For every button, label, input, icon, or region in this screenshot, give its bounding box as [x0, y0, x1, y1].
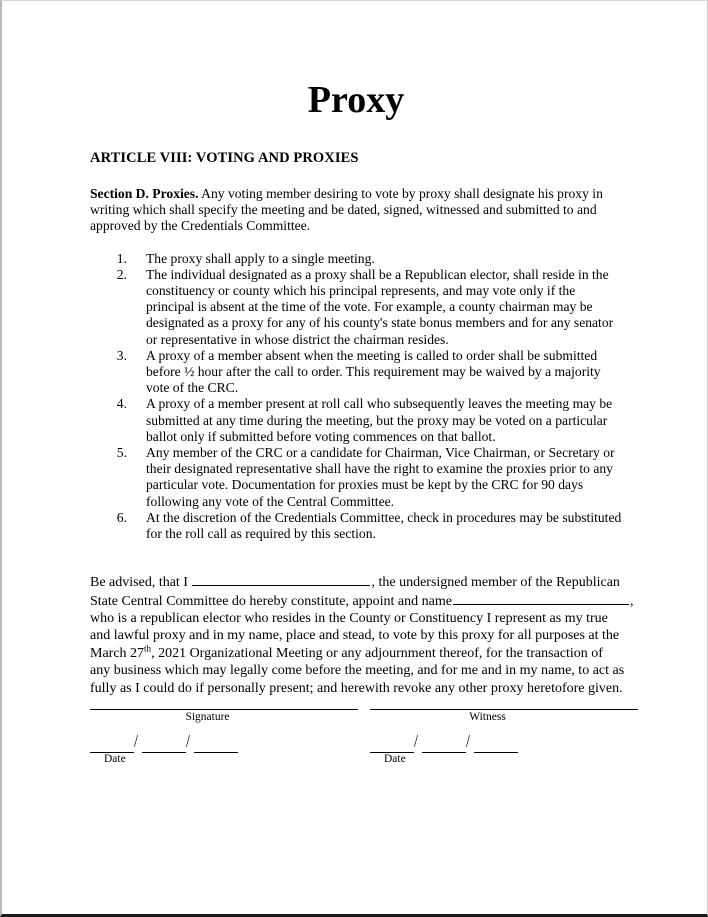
list-item-text: Any member of the CRC or a candidate for Chairman, Vice Chairman, or Secretary or their designated representative shall have the right to examine the proxies prior to any particular vote. Documentation for proxies must be kept by the CRC for 90 days following any vote of the Central Committee.: [146, 444, 615, 509]
date-day-blank[interactable]: [142, 752, 186, 753]
declaration-line-1-suffix: , the undersigned member of the Republican: [371, 575, 620, 591]
witness-date-separator-2: /: [466, 733, 470, 752]
list-item: [107, 445, 622, 510]
grantor-name-blank[interactable]: [192, 573, 370, 586]
list-item: [107, 396, 622, 445]
list-item: [107, 267, 622, 348]
list-item: [107, 510, 622, 542]
list-item-text: The individual designated as a proxy shall be a Republican elector, shall reside in the constituency or county which his principal represents, and may vote only if the principal is absent at the time of the vote. For example, a county chairman may be designated as a proxy for any of his county's state bonus members and for any senator or representative in whose district the chairman resides.: [146, 266, 614, 347]
declaration-line-1: [90, 573, 622, 591]
witness-date-label: Date: [384, 753, 406, 765]
declaration-line-6: any business which may legally come before the meeting, and for me and in my name, to act as: [90, 663, 625, 679]
proxy-name-blank[interactable]: [453, 592, 629, 605]
list-item-text: The proxy shall apply to a single meeting.: [146, 250, 375, 266]
list-item: [107, 348, 622, 397]
list-item: [107, 251, 622, 267]
meeting-date: March 27: [90, 645, 145, 661]
list-item-text: A proxy of a member absent when the meeting is called to order shall be submitted before ½ hour after the call to order. This requirement may be waived by a majority vote of the CRC.: [146, 347, 601, 396]
declaration-line-3: who is a republican elector who resides in the County or Constituency I represent as my true: [90, 610, 608, 626]
declaration-line-7: fully as I could do if personally present; and herewith revoke any other proxy heretofore given.: [90, 680, 623, 696]
declaration-line-5-rest: , 2021 Organizational Meeting or any adjournment thereof, for the transaction of: [151, 645, 603, 661]
declaration-line-2-suffix: ,: [629, 593, 634, 609]
signature-date-field: [90, 732, 358, 765]
witness-label: Witness: [469, 711, 506, 723]
witness-date-day-blank[interactable]: [422, 752, 466, 753]
article-heading: ARTICLE VIII: VOTING AND PROXIES: [90, 149, 359, 166]
declaration-line-2: [90, 592, 634, 610]
witness-date-separator-1: /: [414, 733, 418, 752]
section-body-text: Any voting member desiring to vote by proxy shall designate his proxy in writing which shall specify the meeting and be dated, signed, witnessed and submitted to and approved by the Credentials Committee.: [90, 185, 603, 234]
signature-lines-row: [90, 709, 622, 765]
document-content: [90, 1, 634, 697]
page-title: Proxy: [307, 79, 405, 121]
declaration-line-4: and lawful proxy and in my name, place and stead, to vote by this proxy for all purposes at the: [90, 628, 620, 644]
witness-date-year-blank[interactable]: [474, 752, 518, 753]
proxy-declaration: [90, 542, 634, 697]
date-separator-1: /: [134, 733, 138, 752]
list-item-number: 2.: [116, 266, 127, 282]
list-item-number: 4.: [116, 396, 127, 412]
date-separator-2: /: [186, 733, 190, 752]
signature-column: [90, 709, 358, 765]
declaration-line-1-prefix: Be advised, that I: [90, 575, 192, 591]
list-item-number: 6.: [116, 509, 127, 525]
date-label: Date: [104, 753, 126, 765]
list-item-text: A proxy of a member present at roll call who subsequently leaves the meeting may be submitted at any time during the meeting, but the proxy may be voted on a particular ballot only if submitted before voting commences on that ballot.: [146, 396, 613, 444]
list-item-number: 1.: [116, 250, 127, 266]
section-paragraph: [90, 167, 622, 235]
signature-label: Signature: [185, 711, 230, 723]
signature-block: [90, 709, 622, 765]
list-item-number: 3.: [116, 347, 127, 363]
section-lead-label: Section D. Proxies.: [90, 185, 199, 201]
list-item-number: 5.: [116, 444, 127, 460]
witness-column: [370, 709, 638, 765]
declaration-line-2-prefix: State Central Committee do hereby constitute, appoint and name: [90, 593, 452, 609]
witness-date-field: [370, 732, 638, 765]
meeting-date-ordinal: th: [144, 643, 152, 654]
list-item-text: At the discretion of the Credentials Committee, check in procedures may be substituted for the roll call as required by this section.: [146, 509, 622, 541]
date-year-blank[interactable]: [194, 752, 238, 753]
proxy-rules-list: [90, 235, 622, 543]
declaration-line-5: [90, 645, 622, 662]
